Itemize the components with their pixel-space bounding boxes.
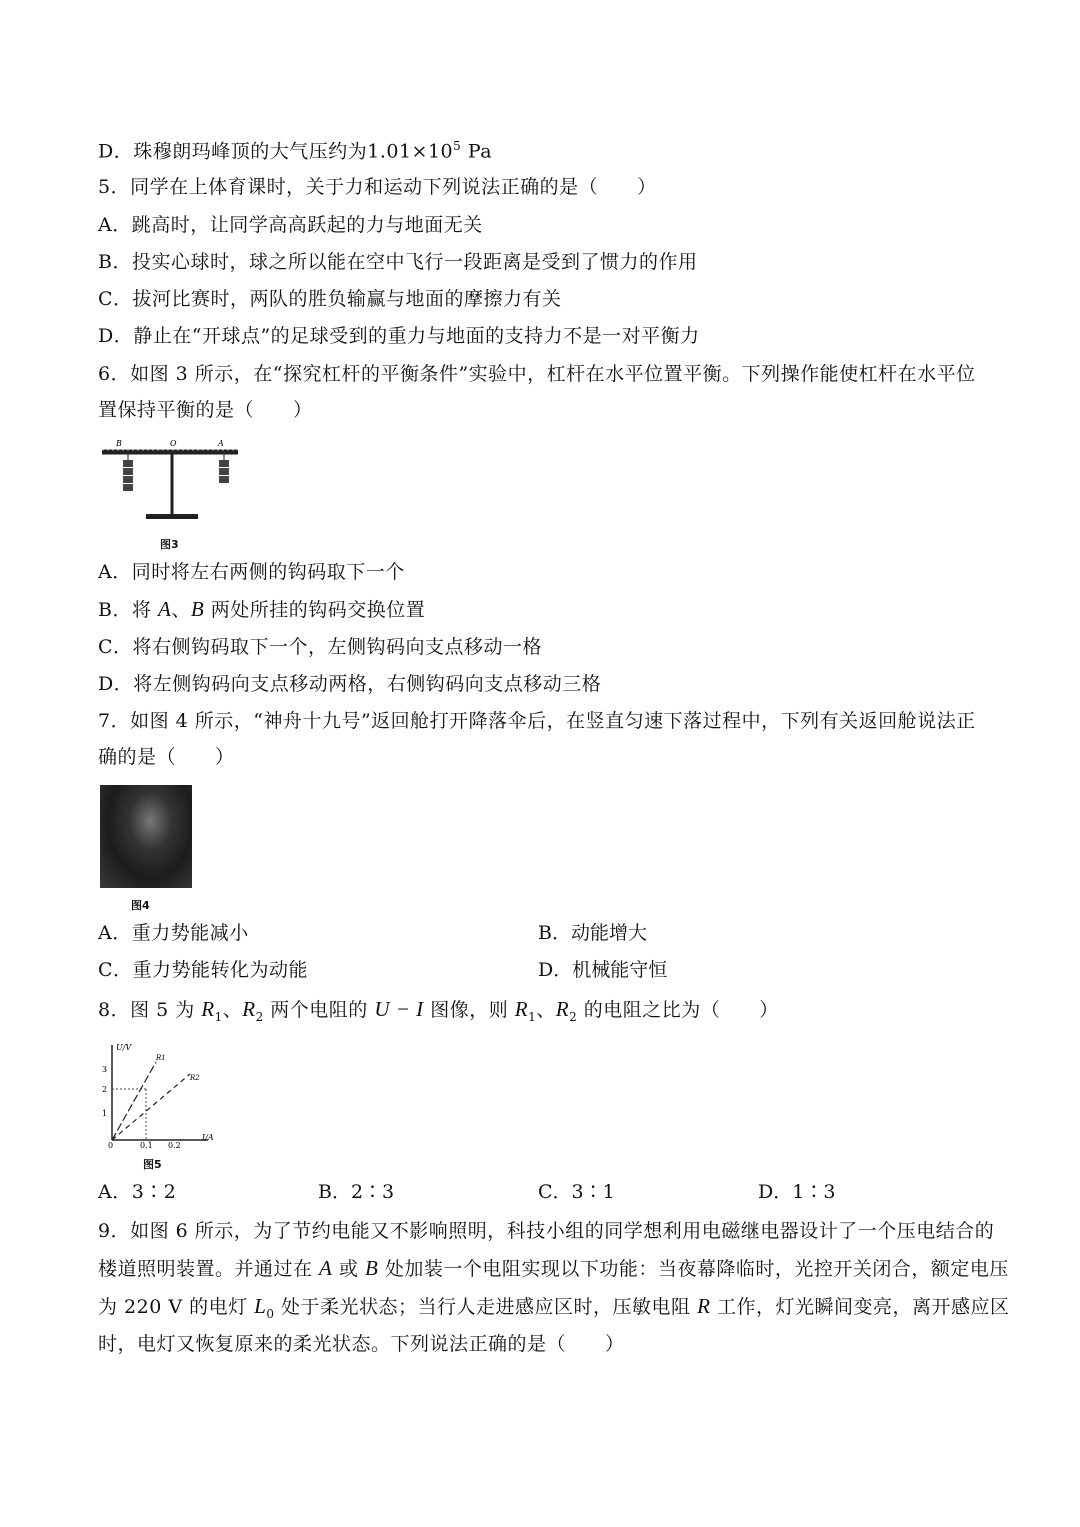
figure-4-caption: 图4 — [131, 899, 150, 912]
fig3-label-a: A — [218, 439, 224, 448]
q7-stem-line1: 7．如图 4 所示，“神舟十九号”返回舱打开降落伞后，在竖直匀速下落过程中，下列有关返回舱说法正 — [98, 710, 976, 732]
q9-stem-line4: 时，电灯又恢复原来的柔光状态。下列说法正确的是（ ） — [98, 1333, 625, 1355]
q5-option-b: B．投实心球时，球之所以能在空中飞行一段距离是受到了惯力的作用 — [98, 251, 698, 273]
q6-option-b: B．将 A、B 两处所挂的钩码交换位置 — [98, 597, 426, 621]
fig5-ytick-2: 2 — [102, 1085, 108, 1094]
q5-option-a: A．跳高时，让同学高高跃起的力与地面无关 — [98, 214, 483, 236]
q8-option-d: D．1∶3 — [758, 1181, 836, 1203]
figure-5-caption: 图5 — [143, 1158, 162, 1171]
q9-stem-line2: 楼道照明装置。并通过在 A 或 B 处加装一个电阻实现以下功能：当夜幕降临时，光控开关闭合，额定电压 — [98, 1256, 1009, 1280]
fig5-ytick-3: 3 — [102, 1065, 108, 1074]
fig5-ytick-1: 1 — [102, 1109, 108, 1118]
q5-option-d: D．静止在“开球点”的足球受到的重力与地面的支持力不是一对平衡力 — [98, 325, 700, 347]
q8-option-a: A．3∶2 — [98, 1181, 177, 1203]
q6-option-a: A．同时将左右两侧的钩码取下一个 — [98, 561, 405, 583]
figure-3-lever — [98, 436, 246, 528]
q7-option-c: C．重力势能转化为动能 — [98, 959, 309, 981]
q5-stem: 5．同学在上体育课时，关于力和运动下列说法正确的是（ ） — [98, 176, 657, 198]
figure-5-ui-graph — [98, 1040, 228, 1150]
q6-stem-line2: 置保持平衡的是（ ） — [98, 399, 313, 421]
fig5-xtick-02: 0.2 — [168, 1141, 181, 1150]
q7-option-d: D．机械能守恒 — [538, 959, 668, 981]
q6-option-c: C．将右侧钩码取下一个，左侧钩码向支点移动一格 — [98, 636, 543, 658]
q6-stem-line1: 6．如图 3 所示，在“探究杠杆的平衡条件”实验中，杠杆在水平位置平衡。下列操作能使杠杆在水平位 — [98, 363, 976, 385]
fig5-xtick-01: 0.1 — [140, 1141, 153, 1150]
q8-option-c: C．3∶1 — [538, 1181, 615, 1203]
fig5-label-r1: R1 — [156, 1054, 166, 1062]
q8-stem: 8．图 5 为 $R_1$、$R_2$ 两个电阻的 U − I 图像，则 $R_1$、$R_2$ 的电阻之比为（ ） — [98, 997, 779, 1024]
q7-stem-line2: 确的是（ ） — [98, 746, 235, 768]
q7-option-b: B．动能增大 — [538, 922, 647, 944]
fig3-label-b: B — [116, 439, 122, 448]
q9-stem-line3: 为 220 V 的电灯 $L_0$ 处于柔光状态；当行人走进感应区时，压敏电阻 R 工作，灯光瞬间变亮，离开感应区 — [98, 1294, 1010, 1321]
fig5-label-r2: R2 — [190, 1074, 200, 1082]
q9-stem-line1: 9．如图 6 所示，为了节约电能又不影响照明，科技小组的同学想利用电磁继电器设计了一个压电结合的 — [98, 1220, 995, 1242]
q8-option-b: B．2∶3 — [318, 1181, 395, 1203]
q6-option-d: D．将左侧钩码向支点移动两格，右侧钩码向支点移动三格 — [98, 673, 602, 695]
q7-option-a: A．重力势能减小 — [98, 922, 249, 944]
fig3-label-o: O — [170, 439, 177, 448]
figure-4-photo — [100, 785, 192, 888]
fig5-xtick-0: 0 — [108, 1141, 114, 1150]
q4-option-d: D．珠穆朗玛峰顶的大气压约为$1.01\times 10^5$ Pa — [98, 139, 493, 163]
figure-3-caption: 图3 — [160, 538, 179, 551]
fig5-x-label: I/A — [202, 1133, 214, 1142]
fig5-y-label: U/V — [116, 1043, 132, 1052]
q5-option-c: C．拔河比赛时，两队的胜负输赢与地面的摩擦力有关 — [98, 288, 562, 310]
